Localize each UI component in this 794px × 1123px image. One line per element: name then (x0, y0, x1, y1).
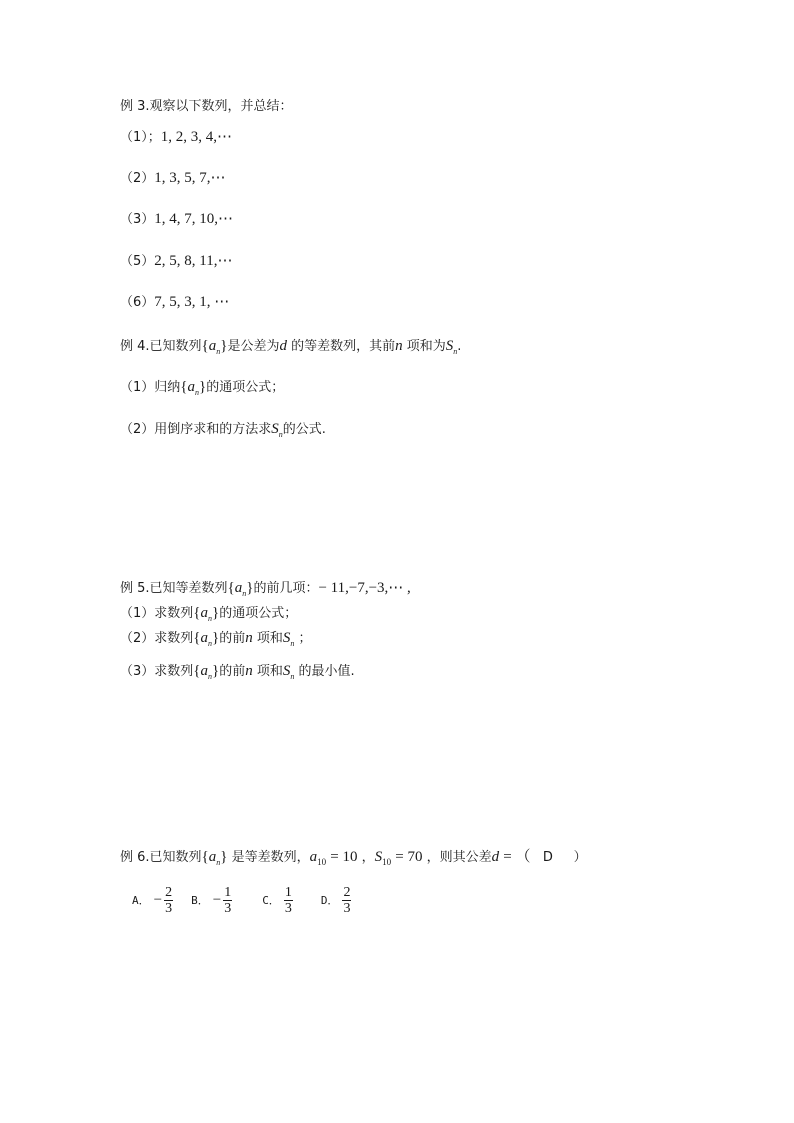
ex3-item-1: （1）；1, 2, 3, 4,⋯ (120, 129, 233, 145)
ex3-item-5: （5）2, 5, 8, 11,⋯ (120, 253, 233, 269)
fraction: $\frac{2}{3}$ (343, 884, 351, 916)
ex4-q2: （2）用倒序求和的方法求$S_n$的公式. (120, 421, 326, 439)
ex6-title: 例 6.已知数列$\{a_n\}$ 是等差数列，$a_{10} = 10$ ，$S_{10} = 70$ ，则其公差d = （ D ） (120, 849, 587, 867)
fraction: $\frac{2}{3}$ (165, 884, 173, 916)
answer: D (542, 850, 553, 865)
ex3-title: 例 3.观察以下数列，并总结： (120, 99, 293, 114)
ex3-item-6: （6）7, 5, 3, 1, ⋯ (120, 294, 230, 310)
ex5-title: 例 5.已知等差数列$\{a_n\}$的前几项：− 11,−7,−3,⋯ , (120, 580, 411, 598)
choice-b: B． − $\frac{1}{3}$ (191, 884, 232, 916)
choice-c: C． $\frac{1}{3}$ (262, 884, 292, 916)
fraction: $\frac{1}{3}$ (284, 884, 292, 916)
ex5-q3: （3）求数列$\{a_n\}$的前n 项和$S_n$ 的最小值. (120, 663, 355, 681)
ex5-q1: （1）求数列$\{a_n\}$的通项公式； (120, 605, 298, 623)
answer-choices (132, 880, 351, 920)
fraction: $\frac{1}{3}$ (224, 884, 232, 916)
choice-a: A． − $\frac{2}{3}$ (132, 884, 173, 916)
choice-d: D． $\frac{2}{3}$ (320, 884, 351, 916)
ex5-q2: （2）求数列$\{a_n\}$的前n 项和$S_n$ ； (120, 630, 312, 648)
ex4-title: 例 4.已知数列$\{a_n\}$是公差为d 的等差数列，其前n 项和为$S_n$. (120, 338, 462, 356)
ex3-item-3: （3）1, 4, 7, 10,⋯ (120, 211, 234, 227)
ex3-item-2: （2）1, 3, 5, 7,⋯ (120, 170, 226, 186)
ex4-q1: （1）归纳$\{a_n\}$的通项公式； (120, 379, 285, 397)
